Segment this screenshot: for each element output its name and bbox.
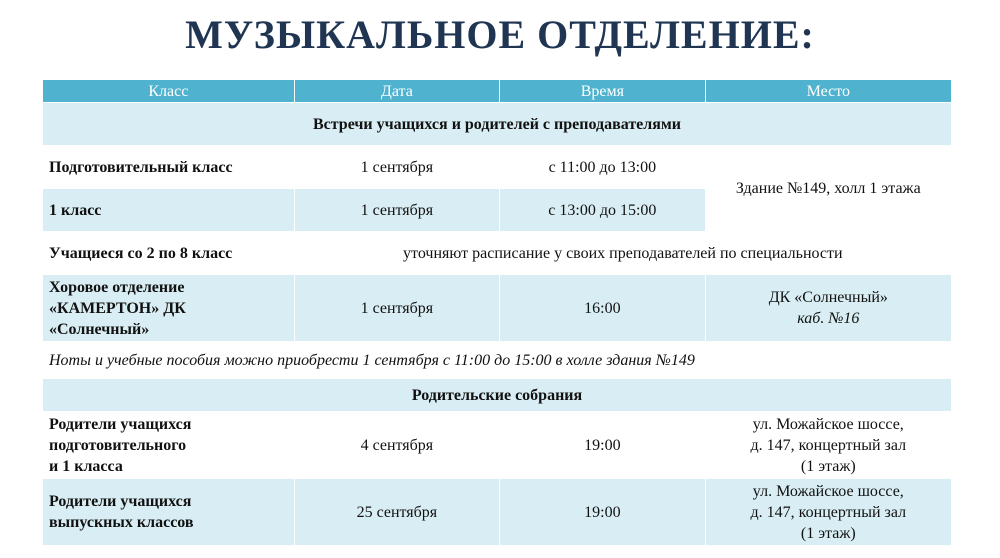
section-row-parents	[43, 379, 952, 412]
header-date: Дата	[294, 80, 499, 103]
page-title: МУЗЫКАЛЬНОЕ ОТДЕЛЕНИЕ:	[185, 12, 815, 57]
place-cell	[705, 479, 951, 546]
place-line-room: каб. №16	[797, 310, 860, 327]
date-cell: 4 сентября	[294, 412, 499, 479]
class-line: «Солнечный»	[49, 320, 150, 338]
time-cell: 19:00	[500, 479, 705, 546]
class-line: Родители учащихся	[49, 415, 192, 433]
date-cell: 1 сентября	[294, 189, 499, 232]
place-line: д. 147, концертный зал	[750, 436, 907, 454]
table-header-row	[43, 80, 952, 103]
table-row	[43, 275, 952, 342]
schedule-table	[42, 79, 952, 546]
place-line: (1 этаж)	[800, 457, 856, 475]
note-cell: Ноты и учебные пособия можно приобрести 1 сентября с 11:00 до 15:00 в холле здания №149	[43, 342, 952, 379]
place-line: ДК «Солнечный»	[768, 289, 888, 306]
class-cell: 1 класс	[43, 189, 295, 232]
header-place: Место	[705, 80, 951, 103]
place-line: д. 147, концертный зал	[750, 503, 907, 521]
class-line: и 1 класса	[49, 457, 123, 475]
table-row	[43, 232, 952, 275]
class-cell	[43, 275, 295, 342]
class-line: выпускных классов	[49, 514, 194, 531]
class-line: Хоровое отделение	[49, 278, 185, 296]
header-time: Время	[500, 80, 705, 103]
note-row	[43, 342, 952, 379]
class-cell	[43, 412, 295, 479]
place-cell-shared: Здание №149, холл 1 этажа	[705, 146, 951, 232]
class-cell: Подготовительный класс	[43, 146, 295, 189]
time-cell: 16:00	[500, 275, 705, 342]
place-cell	[705, 412, 951, 479]
time-cell: 19:00	[500, 412, 705, 479]
class-cell: Учащиеся со 2 по 8 класс	[43, 232, 295, 275]
section-title-parents: Родительские собрания	[43, 379, 952, 412]
time-cell: с 11:00 до 13:00	[500, 146, 705, 189]
place-line: ул. Можайское шоссе,	[752, 415, 904, 433]
date-cell: 25 сентября	[294, 479, 499, 546]
class-line: подготовительного	[49, 436, 187, 454]
place-line: (1 этаж)	[800, 524, 856, 542]
class-line: «КАМЕРТОН» ДК	[49, 299, 186, 317]
table-row	[43, 479, 952, 546]
header-class: Класс	[43, 80, 295, 103]
class-cell	[43, 479, 295, 546]
section-row-meetings	[43, 103, 952, 146]
table-row	[43, 146, 952, 189]
place-line: ул. Можайское шоссе,	[752, 482, 904, 500]
date-cell: 1 сентября	[294, 146, 499, 189]
class-line: Родители учащихся	[49, 493, 192, 510]
date-cell: 1 сентября	[294, 275, 499, 342]
time-cell: с 13:00 до 15:00	[500, 189, 705, 232]
place-cell	[705, 275, 951, 342]
table-row	[43, 412, 952, 479]
section-title-meetings: Встречи учащихся и родителей с преподавателями	[43, 103, 952, 146]
merged-info-cell: уточняют расписание у своих преподавателей по специальности	[294, 232, 951, 275]
